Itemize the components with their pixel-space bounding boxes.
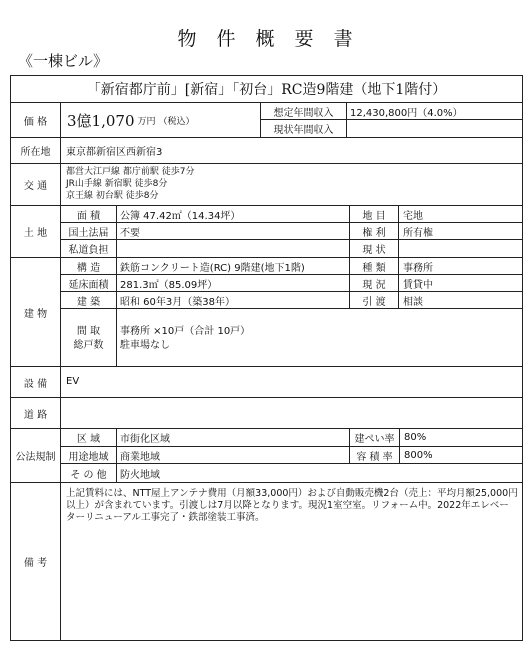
built-label: 建 築	[76, 296, 101, 308]
land-law-value: 不要	[120, 227, 140, 239]
document-title: 物件概要書	[177, 28, 373, 50]
land-label: 土 地	[23, 228, 48, 239]
land-area-label: 面 積	[76, 210, 101, 222]
private-road-label: 私道負担	[68, 245, 109, 256]
property-headline: 「新宿都庁前」[新宿」「初台」RC造9階建（地下1階付）	[86, 81, 447, 98]
price-label: 価 格	[23, 116, 48, 128]
building-label: 建 物	[23, 308, 48, 320]
building-coverage-label: 建ぺい率	[354, 434, 395, 445]
property-category: 《一棟ビル》	[18, 52, 109, 70]
transport-label: 交 通	[23, 181, 48, 192]
location-value: 東京都新宿区西新宿3	[66, 147, 163, 158]
floor-area-value: 281.3㎡（85.09坪）	[120, 279, 218, 291]
building-condition-label: 現 況	[362, 279, 386, 291]
building-coverage-value: 80%	[404, 432, 427, 443]
land-rights-label: 権 利	[362, 227, 386, 239]
floor-area-label: 延床面積	[68, 279, 109, 291]
price-tax: （税込）	[158, 116, 195, 127]
handover-label: 引 渡	[362, 296, 386, 308]
current-income-label: 現状年間収入	[273, 125, 334, 136]
expected-income-label: 想定年間収入	[273, 107, 334, 119]
floor-area-ratio-label: 容 積 率	[356, 451, 393, 463]
location-label: 所在地	[20, 147, 51, 158]
price-amount: 3億1,070	[67, 111, 135, 130]
regulation-label: 公法規制	[15, 452, 56, 463]
layout-value: 事務所 ×10戸（合計 10戸）	[120, 325, 251, 337]
equipment-value: EV	[66, 376, 80, 387]
floor-area-ratio-value: 800%	[404, 449, 433, 461]
building-condition-value: 賃貸中	[403, 279, 433, 291]
remarks-label: 備 考	[23, 558, 48, 569]
land-area-value: 公簿 47.42㎡（14.34坪）	[120, 210, 241, 222]
transport-line: JR山手線 新宿駅 徒歩8分	[66, 179, 168, 189]
land-rights-value: 所有権	[403, 227, 433, 239]
zone-value: 市街化区域	[120, 434, 170, 445]
layout-label: 間 取	[76, 325, 101, 337]
structure-label: 構 造	[76, 262, 101, 274]
price-unit: 万円	[137, 116, 156, 127]
other-regulation-label: そ の 他	[70, 469, 107, 481]
price-value	[67, 103, 195, 137]
remarks-text: 上記賃料には、NTT屋上アンテナ費用（月額33,000円）および自動販売機2台（売上：平均月額25,000円以上）が含まれています。引渡しは7月以降となります。現況1室空室。リフォーム中。2022年エレベーターリニューアル工事完了・鉄部塗装工事済。	[66, 488, 518, 523]
built-value: 昭和 60年3月（築38年）	[120, 296, 235, 308]
use-zone-label: 用途地域	[68, 451, 109, 463]
road-label: 道 路	[23, 409, 48, 421]
other-regulation-value: 防火地域	[120, 469, 160, 481]
equipment-label: 設 備	[23, 378, 48, 390]
land-category-label: 地 目	[362, 210, 386, 222]
transport-line: 都営大江戸線 都庁前駅 徒歩7分	[66, 167, 195, 177]
transport-line: 京王線 初台駅 徒歩8分	[66, 191, 159, 201]
zone-label: 区 域	[76, 434, 101, 445]
building-type-label: 種 類	[362, 262, 386, 274]
land-status-label: 現 状	[362, 245, 386, 256]
structure-value: 鉄筋コンクリート造(RC) 9階建(地下1階)	[120, 262, 305, 274]
building-type-value: 事務所	[403, 262, 433, 274]
unit-count-label: 総戸数	[73, 339, 104, 351]
land-category-value: 宅地	[403, 210, 423, 222]
use-zone-value: 商業地域	[120, 451, 160, 463]
land-law-label: 国土法届	[68, 227, 109, 239]
handover-value: 相談	[403, 296, 423, 308]
expected-income-value: 12,430,800円（4.0%）	[350, 107, 463, 119]
parking-value: 駐車場なし	[120, 339, 170, 351]
